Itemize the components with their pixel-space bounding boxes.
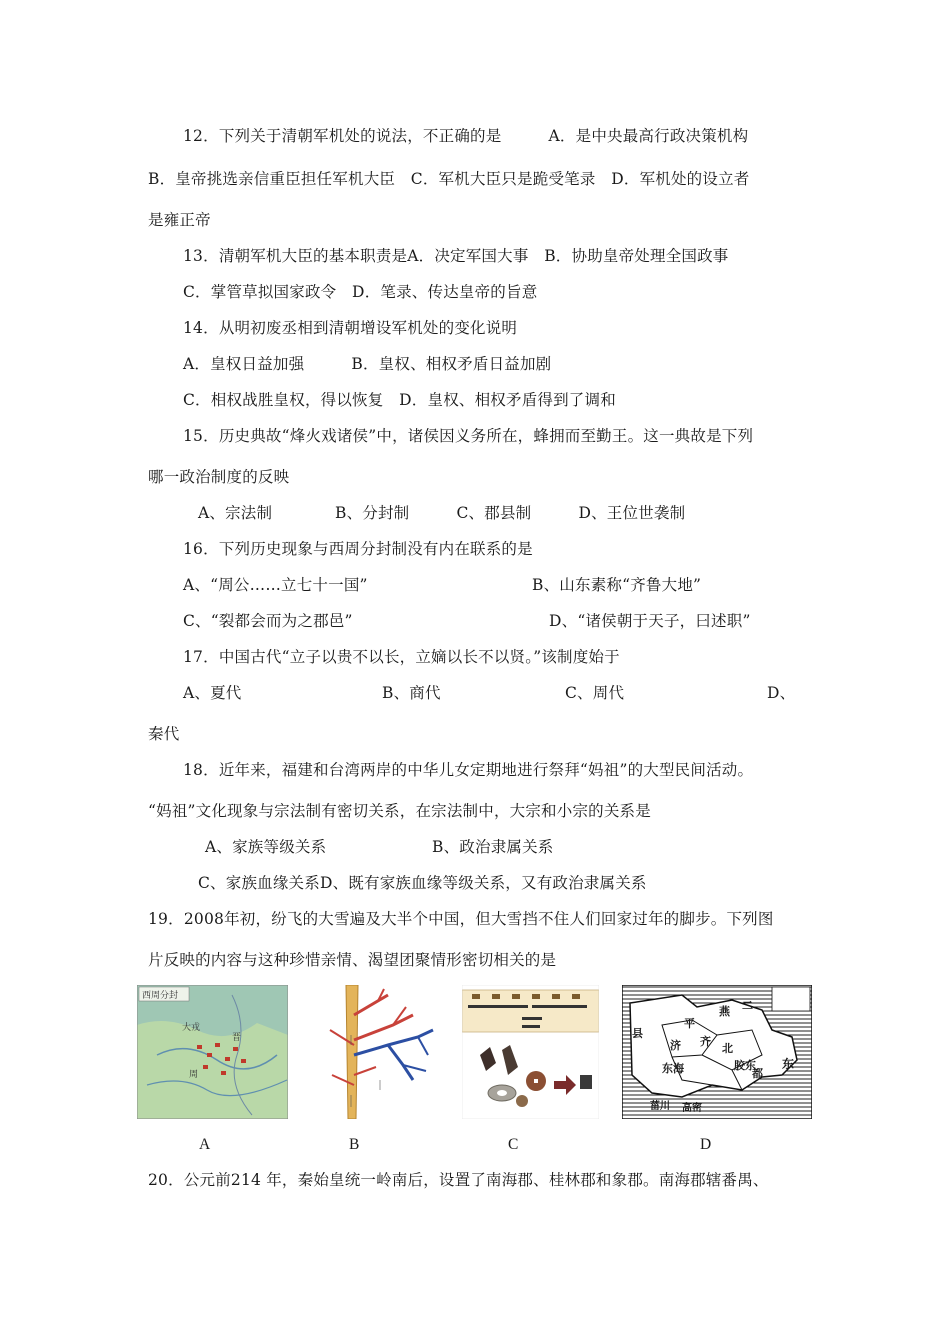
figure-a-label-zhou: 周 [189, 1070, 199, 1080]
figure-d-label-7: 东海 [662, 1062, 684, 1075]
figure-d-caption: D [700, 1136, 712, 1153]
q17-option-c: C、周代 [565, 684, 625, 702]
q18-option-b: B、政治隶属关系 [432, 838, 554, 856]
figure-c-coins [462, 985, 599, 1119]
q16-option-b: B、山东素称“齐鲁大地” [532, 576, 702, 594]
q18-options-cd: C、家族血缘关系D、既有家族血缘等级关系，又有政治隶属关系 [198, 874, 647, 892]
q19-stem-end: 片反映的内容与这种珍惜亲情、渴望团聚情形密切相关的是 [148, 951, 557, 969]
figure-a-map [137, 985, 288, 1119]
q13-stem: 13．清朝军机大臣的基本职责是A．决定军国大事 B．协助皇帝处理全国政事 [183, 247, 729, 265]
figure-d-label-12: 县 [632, 1027, 643, 1040]
q18-option-a: A、家族等级关系 [205, 838, 327, 856]
q19-stem: 19．2008年初，纷飞的大雪遍及大半个中国，但大雪挡不住人们回家过年的脚步。下列图 [148, 910, 774, 928]
q17-stem: 17．中国古代“立子以贵不以长，立嫡以长不以贤。”该制度始于 [183, 648, 620, 666]
q16-option-d: D、“诸侯朝于天子，曰述职” [549, 612, 751, 630]
figure-d-label-4: 齐 [700, 1035, 711, 1048]
figure-d-label-9: 菑川 [650, 1101, 670, 1112]
figure-a-title: 西周分封 [142, 991, 179, 1001]
q20-stem: 20．公元前214 年，秦始皇统一岭南后，设置了南海郡、桂林郡和象郡。南海郡辖番禺、 [148, 1171, 769, 1189]
q16-stem: 16．下列历史现象与西周分封制没有内在联系的是 [183, 540, 533, 558]
q17-option-d: D、 [767, 684, 796, 702]
figure-d-label-6: 济 [670, 1039, 681, 1052]
figure-d-label-3: 燕 [719, 1005, 730, 1018]
figure-a-caption: A [199, 1136, 211, 1153]
q14-stem: 14．从明初废丞相到清朝增设军机处的变化说明 [183, 319, 518, 337]
figure-d-label-2: 二 [742, 999, 753, 1012]
q12-stem: 12．下列关于清朝军机处的说法，不正确的是 A．是中央最高行政决策机构 [183, 127, 749, 145]
q15-stem-end: 哪一政治制度的反映 [148, 468, 290, 486]
q13-options: C．掌管草拟国家政令 D．笔录、传达皇帝的旨意 [183, 283, 538, 301]
figure-b-clan-tree [318, 985, 438, 1119]
q17-option-b: B、商代 [382, 684, 441, 702]
q17-option-d-end: 秦代 [148, 725, 180, 743]
q18-stem-end: “妈祖”文化现象与宗法制有密切关系，在宗法制中，大宗和小宗的关系是 [148, 802, 651, 820]
figure-d-label-10: 高密 [682, 1103, 702, 1114]
q15-options: A、宗法制 B、分封制 C、郡县制 D、王位世袭制 [198, 504, 686, 522]
figure-d-label-5: 北 [722, 1042, 733, 1055]
q14-options-ab: A．皇权日益加强 B．皇权、相权矛盾日益加剧 [183, 355, 552, 373]
figure-b-caption: B [349, 1136, 360, 1153]
q14-options-cd: C．相权战胜皇权，得以恢复 D．皇权、相权矛盾得到了调和 [183, 391, 616, 409]
figure-a-label-jin: 晋 [232, 1033, 242, 1043]
figure-d-label-11: 平 [684, 1017, 695, 1030]
figure-a-label-rong: 大戎 [182, 1023, 201, 1033]
q12-options: B．皇帝挑选亲信重臣担任军机大臣 C．军机大臣只是跪受笔录 D．军机处的设立者 [148, 170, 750, 188]
figure-c-caption: C [508, 1136, 519, 1153]
figure-d-label-13: 都 [752, 1067, 763, 1080]
q16-option-c: C、“裂都会而为之郡邑” [183, 612, 353, 630]
q15-stem: 15．历史典故“烽火戏诸侯”中，诸侯因义务所在，蜂拥而至勤王。这一典故是下列 [183, 427, 754, 445]
q17-option-a: A、夏代 [183, 684, 242, 702]
q16-option-a: A、“周公……立七十一国” [183, 576, 368, 594]
q18-stem: 18．近年来，福建和台湾两岸的中华儿女定期地进行祭拜“妈祖”的大型民间活动。 [183, 761, 754, 779]
figure-d-label-8: 胶东 [734, 1059, 756, 1072]
q12-option-d-end: 是雍正帝 [148, 211, 211, 229]
figure-d-han-map [622, 985, 812, 1119]
figure-d-label-1: 东 [782, 1057, 795, 1071]
